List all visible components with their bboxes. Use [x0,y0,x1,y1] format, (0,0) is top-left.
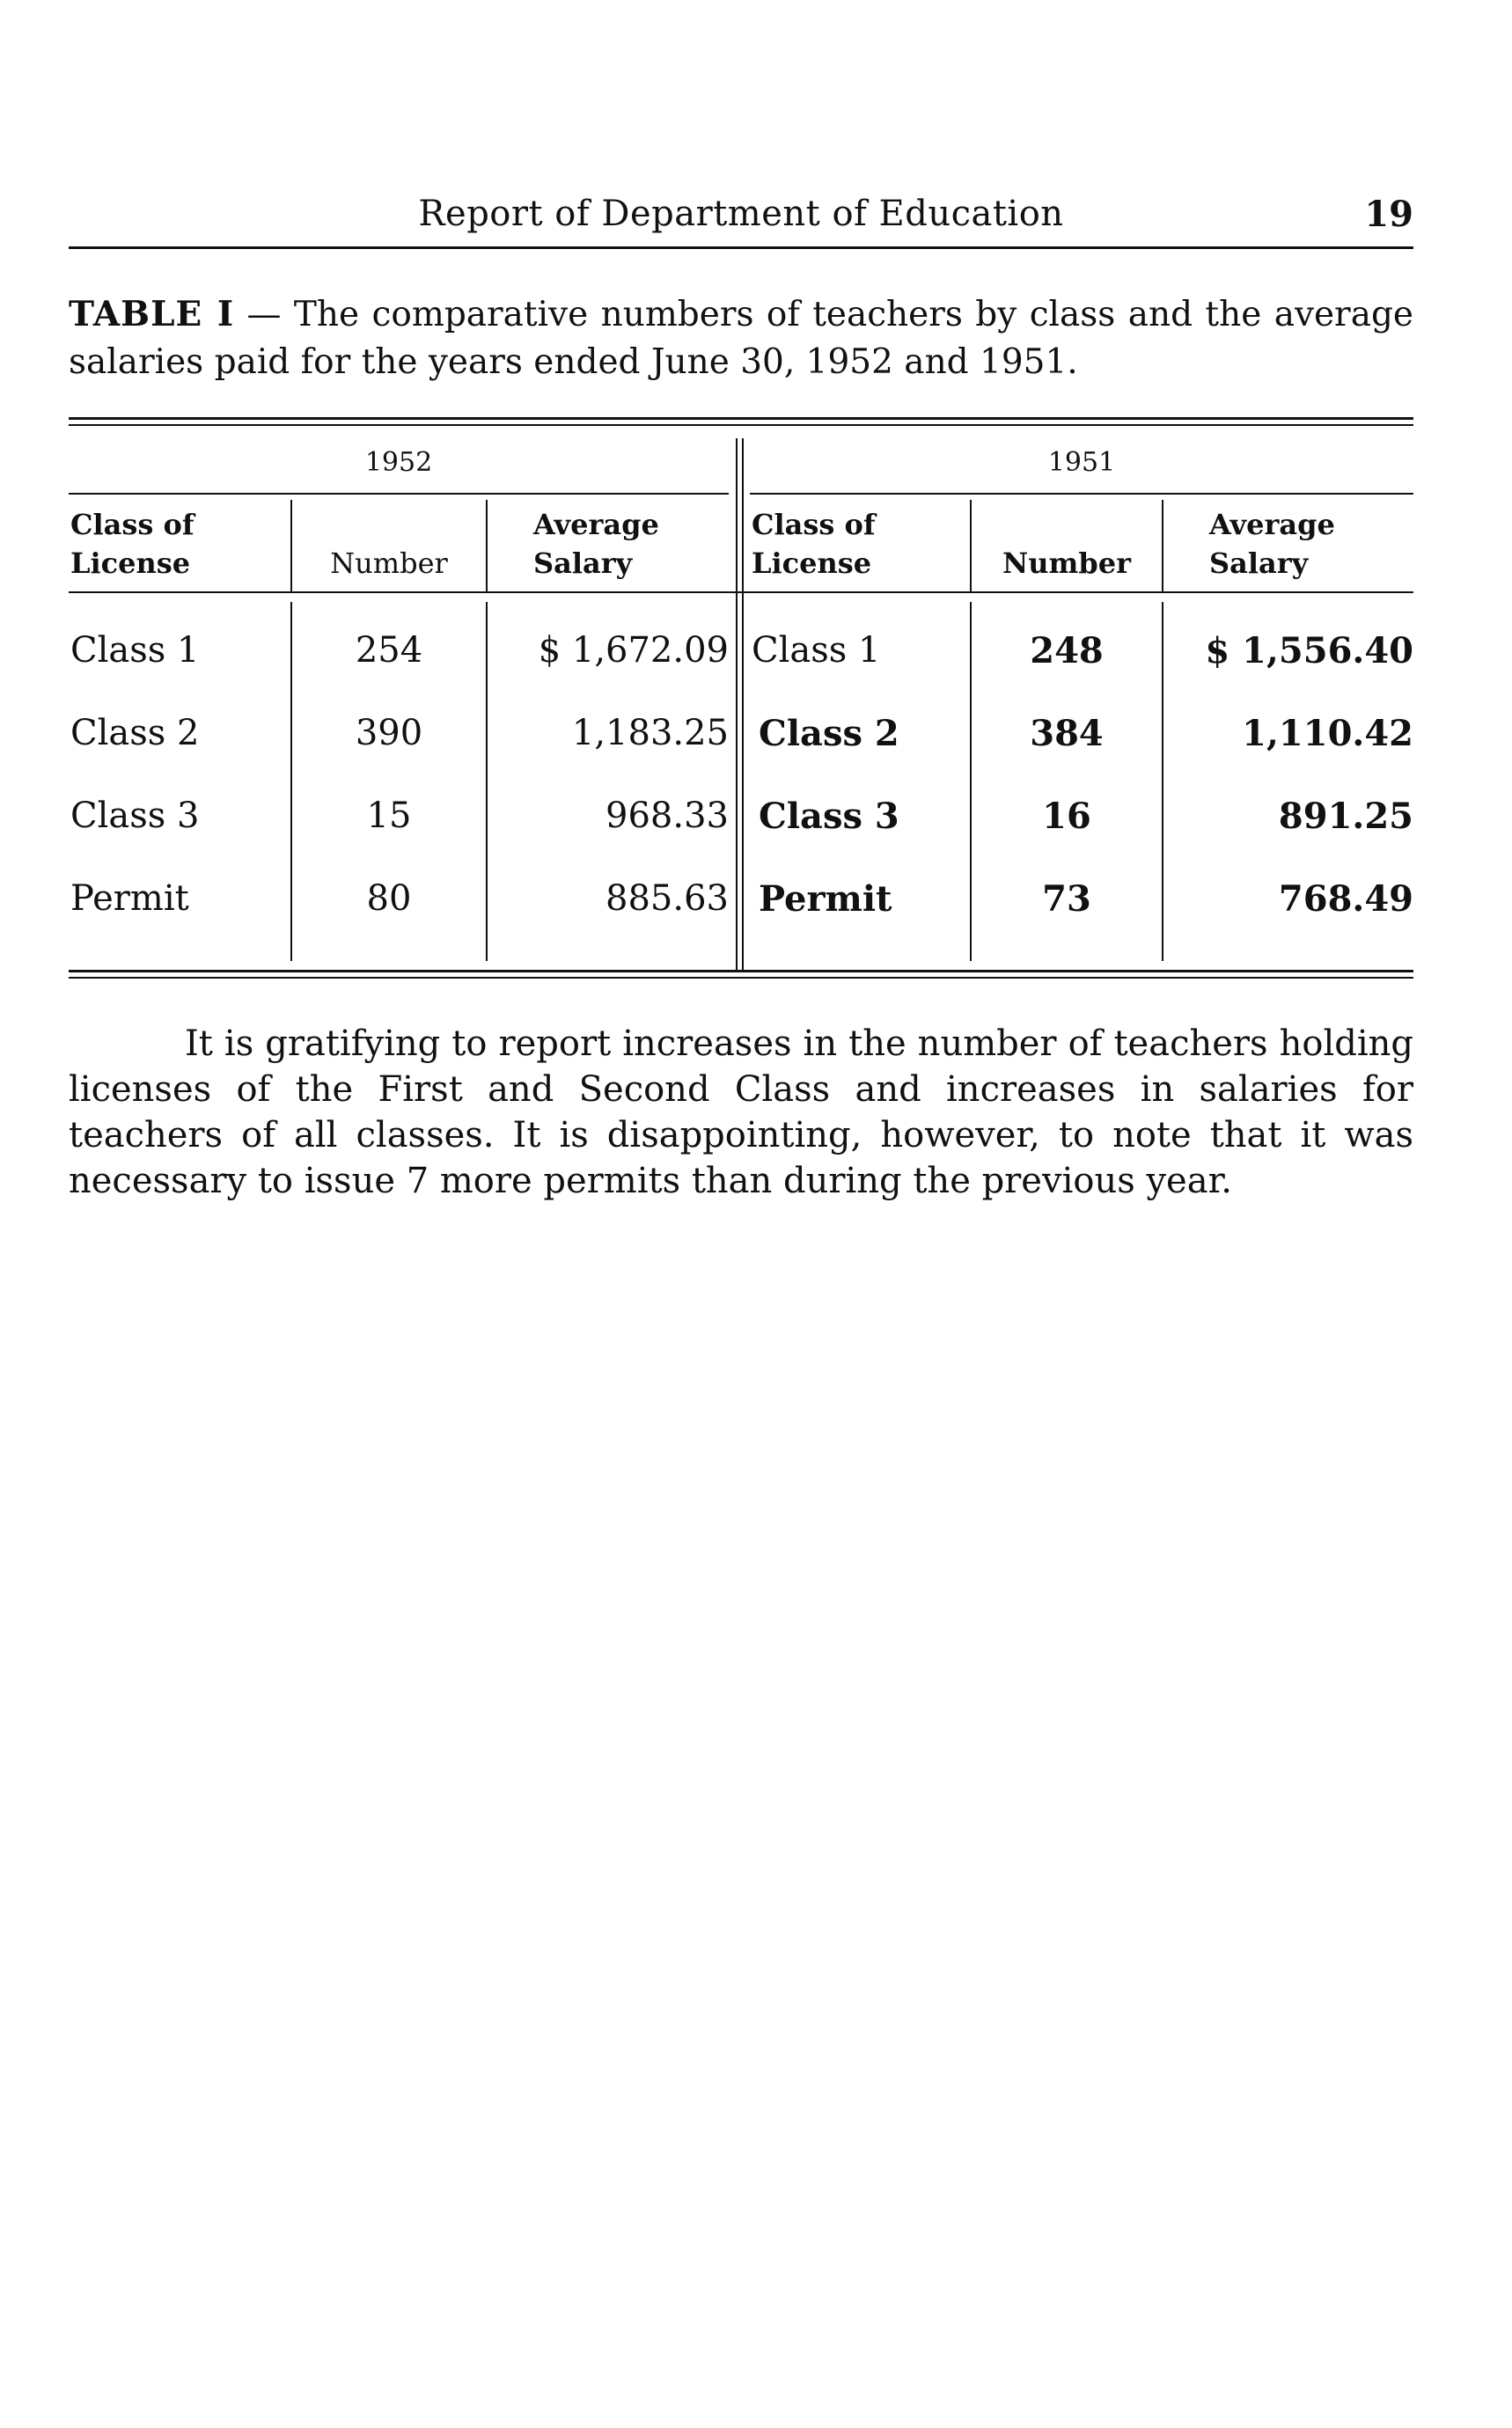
right-row-2-salary: 1,110.42 [1242,713,1413,754]
table-top-rule-2 [69,424,1413,426]
left-header-salary-line1: Average [533,508,659,541]
left-row-1-class: Class 1 [70,630,200,671]
header-rule [69,246,1413,249]
left-header-class-line1: Class of [70,508,195,541]
column-header-underline [69,591,1413,593]
right-row-1-class: Class 1 [752,630,881,671]
right-header-salary [1209,505,1335,583]
left-row-2-salary: 1,183.25 [571,713,729,753]
right-row-4-number: 73 [1042,878,1091,920]
left-header-salary [533,505,659,583]
left-row-1-salary: $ 1,672.09 [538,630,729,671]
right-row-3-number: 16 [1042,796,1091,837]
body-paragraph: It is gratifying to report increases in the number of teachers holding licenses of the First and Second Class and increases in salaries for teachers of all classes. It is disappointing, however, to note that it was necessary to issue 7 more permits than during the previous year. [69,1023,1413,1201]
right-row-4-class: Permit [759,878,892,920]
year-1951-underline [750,493,1413,495]
table-center-divider-1 [736,438,738,970]
right-header-salary-line2: Salary [1209,546,1309,580]
left-row-4-salary: 885.63 [606,878,729,919]
right-row-3-class: Class 3 [759,796,899,837]
left-row-2-number: 390 [355,713,423,753]
running-header [69,192,1413,245]
table-caption-text: The comparative numbers of teachers by class and the average salaries paid for the years ended June 30, 1952 and 1951. [69,295,1413,382]
left-header-class-line2: License [70,546,191,580]
left-header-salary-line2: Salary [533,546,633,580]
table-caption-label: TABLE I [69,294,235,334]
left-header-class [70,505,195,583]
table-top-rule-1 [69,417,1413,420]
left-row-4-class: Permit [70,878,189,919]
left-header-divider-2 [486,500,488,591]
left-row-4-number: 80 [366,878,412,919]
year-1951-label: 1951 [1047,447,1116,478]
page-number: 19 [1364,194,1413,235]
table-bottom-rule-1 [69,970,1413,972]
right-header-class-line2: License [752,546,872,580]
right-header-divider-2 [1162,500,1163,591]
left-row-2-class: Class 2 [70,713,200,753]
right-header-class-line1: Class of [752,508,876,541]
table-caption-dash: — [246,295,282,334]
right-row-1-salary: $ 1,556.40 [1205,630,1413,671]
right-row-1-number: 248 [1030,630,1104,671]
left-row-3-number: 15 [366,796,412,836]
right-row-2-class: Class 2 [759,713,899,754]
right-header-number: Number [1002,546,1131,580]
table-center-divider-2 [742,438,744,970]
right-header-salary-line1: Average [1209,508,1335,541]
left-header-number: Number [330,546,448,580]
right-header-class [752,505,876,583]
table-caption [69,290,1413,386]
left-row-1-number: 254 [355,630,423,671]
year-1952-label: 1952 [364,447,433,478]
running-header-title: Report of Department of Education [418,194,1064,234]
right-row-4-salary: 768.49 [1278,878,1413,920]
left-row-3-class: Class 3 [70,796,200,836]
year-1952-underline [69,493,729,495]
right-row-3-salary: 891.25 [1278,796,1413,837]
left-row-3-salary: 968.33 [606,796,729,836]
table-bottom-rule-2 [69,977,1413,979]
right-row-2-number: 384 [1030,713,1104,754]
